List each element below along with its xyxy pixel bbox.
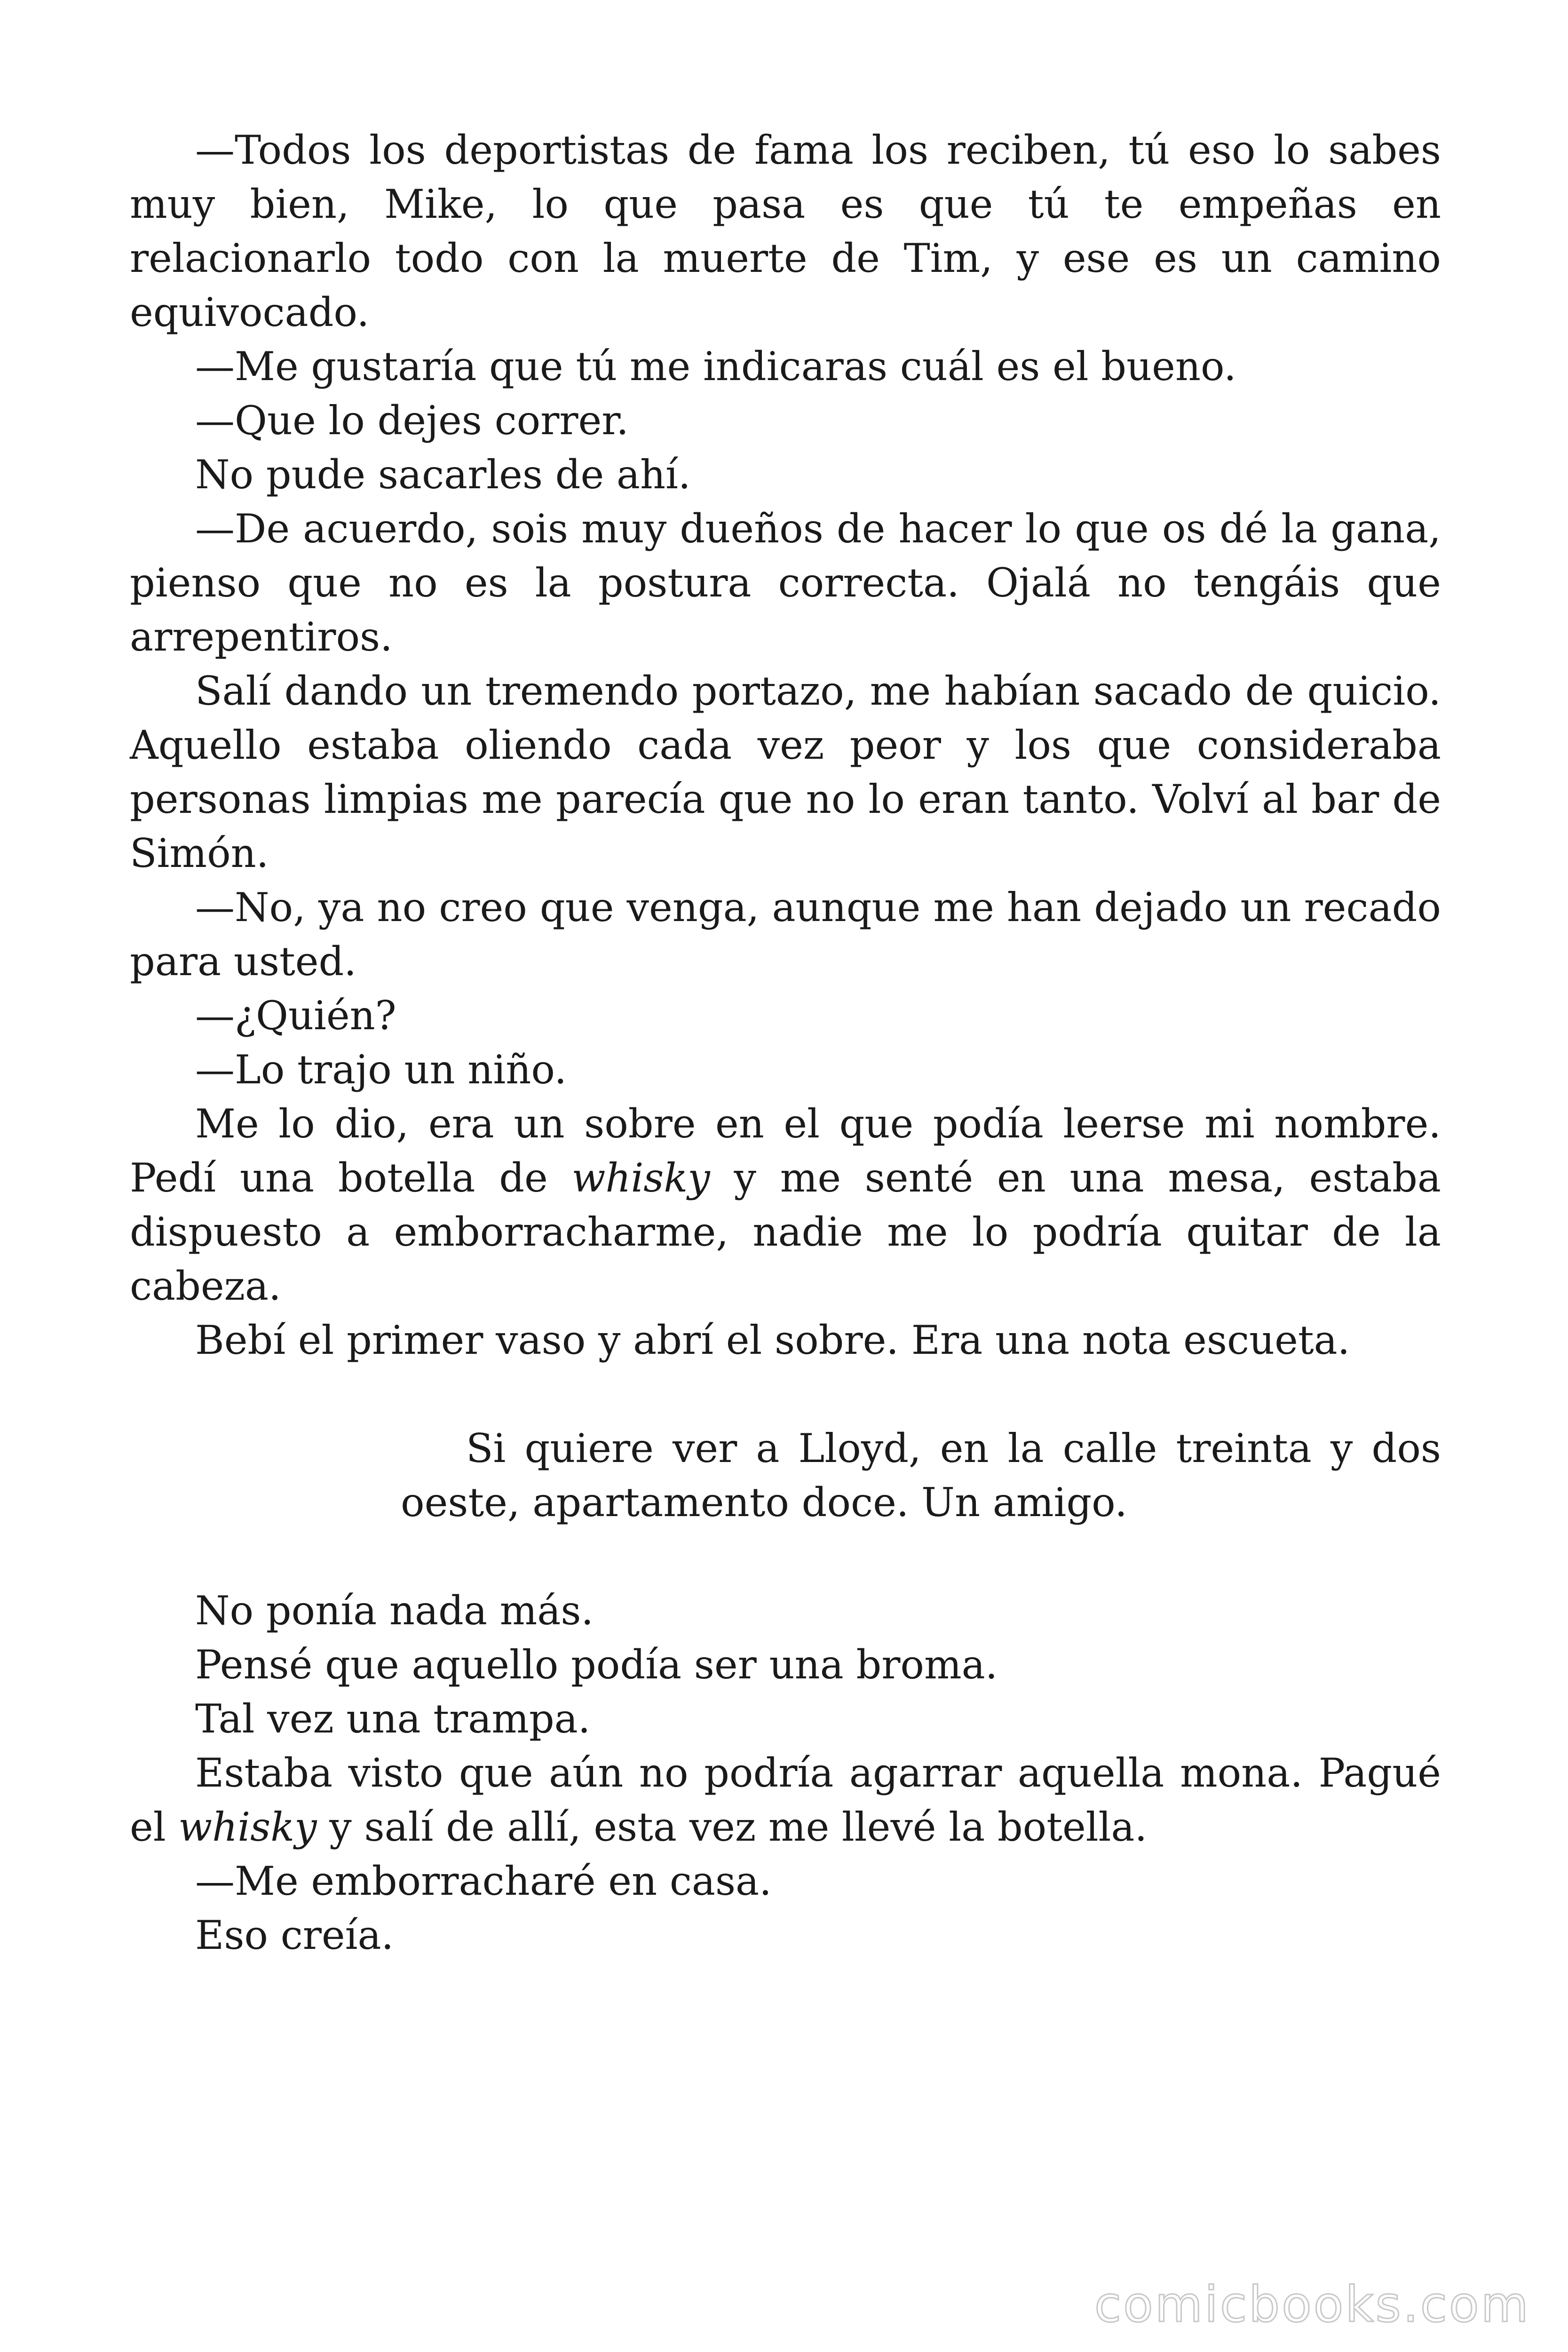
text-run: Tal vez una trampa. — [195, 1696, 591, 1742]
text-run: Me lo dio, era un sobre en el que podía leerse mi nombre. Pedí una botella de — [130, 1101, 1441, 1201]
text-run: —Me gustaría que tú me indicaras cuál es el bueno. — [195, 343, 1236, 389]
paragraphs-after-note — [130, 1584, 1441, 1963]
text-run: —Lo trajo un niño. — [195, 1047, 567, 1093]
italic-text: whisky — [571, 1155, 710, 1201]
paragraph — [130, 1313, 1441, 1367]
paragraph — [130, 1043, 1441, 1097]
text-run: Pensé que aquello podía ser una broma. — [195, 1642, 998, 1688]
text-run: y me senté en una mesa, estaba dispuesto a emborracharme, nadie me lo podría quitar de la cabeza. — [130, 1155, 1441, 1309]
paragraph — [130, 989, 1441, 1043]
paragraph — [130, 394, 1441, 448]
text-run: No ponía nada más. — [195, 1588, 594, 1634]
text-run: —¿Quién? — [195, 993, 396, 1039]
text-run: —Que lo dejes correr. — [195, 397, 629, 444]
paragraph — [130, 664, 1441, 881]
text-run: —De acuerdo, sois muy dueños de hacer lo que os dé la gana, pienso que no es la postura correcta. Ojalá no tengáis que arrepentiros. — [130, 506, 1441, 660]
paragraph — [130, 123, 1441, 340]
text-run: No pude sacarles de ahí. — [195, 452, 691, 498]
text-run: Estaba visto que aún no podría agarrar aquella mona. Pagué el — [130, 1750, 1441, 1850]
text-run: —Todos los deportistas de fama los reciben, tú eso lo sabes muy bien, Mike, lo que pasa es que tú te empeñas en relacionarlo todo con la muerte de Tim, y ese es un camino equivocado. — [130, 127, 1441, 335]
paragraph — [130, 1692, 1441, 1746]
paragraph — [130, 1854, 1441, 1908]
text-run: y salí de allí, esta vez me llevé la botella. — [317, 1804, 1148, 1850]
text-run: —Me emborracharé en casa. — [195, 1858, 772, 1904]
paragraph — [130, 1638, 1441, 1692]
note-text: Si quiere ver a Lloyd, en la calle treinta y dos oeste, apartamento doce. Un amigo. — [401, 1425, 1441, 1526]
paragraph — [130, 1746, 1441, 1854]
watermark-logo: comicbooks.com — [1094, 2276, 1530, 2333]
paragraphs-before-note — [130, 123, 1441, 1367]
paragraph — [130, 502, 1441, 664]
text-run: Bebí el primer vaso y abrí el sobre. Era una nota escueta. — [195, 1317, 1350, 1363]
paragraph — [130, 1097, 1441, 1313]
text-column — [130, 123, 1441, 1963]
text-run: —No, ya no creo que venga, aunque me han dejado un recado para usted. — [130, 884, 1441, 985]
paragraph — [130, 1908, 1441, 1963]
paragraph — [130, 448, 1441, 502]
paragraph — [130, 881, 1441, 989]
italic-text: whisky — [178, 1804, 317, 1850]
paragraph — [130, 340, 1441, 394]
paragraph — [130, 1584, 1441, 1638]
note-block — [130, 1422, 1441, 1530]
text-run: Eso creía. — [195, 1912, 394, 1958]
text-run: Salí dando un tremendo portazo, me habían sacado de quicio. Aquello estaba oliendo cada vez peor y los que consideraba personas limpias me parecía que no lo eran tanto. Volví al bar de Simón. — [130, 668, 1441, 876]
